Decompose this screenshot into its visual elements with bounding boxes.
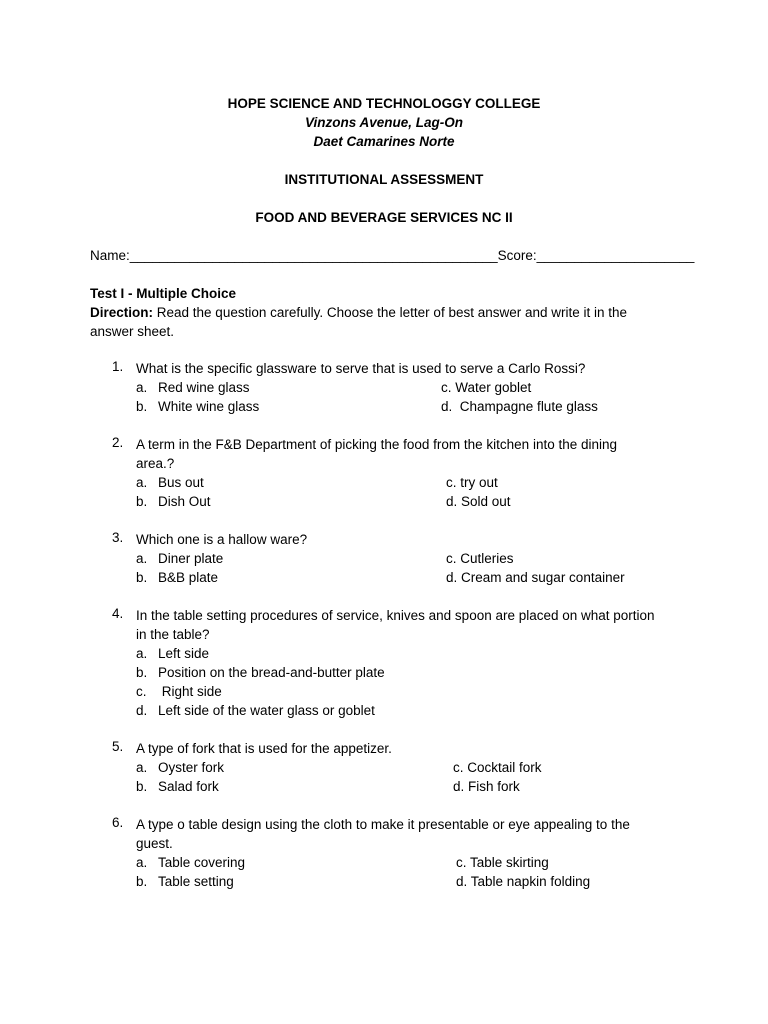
question-number: 4. <box>112 606 124 621</box>
question-text-cont: area.? <box>136 456 175 471</box>
test-title: Test I - Multiple Choice <box>90 286 237 301</box>
question-text: A term in the F&B Department of picking the food from the kitchen into the dining <box>136 437 618 452</box>
option-d: d. Sold out <box>446 494 511 509</box>
option-d: d. Champagne flute glass <box>441 399 598 414</box>
direction-line-2: answer sheet. <box>90 324 175 339</box>
question-number: 2. <box>112 435 124 450</box>
option-b: b. Salad fork <box>136 779 219 794</box>
option-a: a. Diner plate <box>136 551 224 566</box>
name-score-line: Name:_________________________________________________Score:_____________________ <box>90 248 695 263</box>
option-b: b. B&B plate <box>136 570 219 585</box>
option-a: a. Table covering <box>136 855 246 870</box>
question-number: 1. <box>112 359 124 374</box>
question-text: A type of fork that is used for the appetizer. <box>136 741 392 756</box>
option-d: d. Cream and sugar container <box>446 570 625 585</box>
option-b: b. Position on the bread-and-butter plate <box>136 665 385 680</box>
direction-label: Direction: <box>90 305 154 320</box>
option-d: d. Fish fork <box>453 779 520 794</box>
question-text: In the table setting procedures of service, knives and spoon are placed on what portion <box>136 608 655 623</box>
option-d: d. Table napkin folding <box>456 874 591 889</box>
question-text: A type o table design using the cloth to make it presentable or eye appealing to the <box>136 817 630 832</box>
option-b: b. Dish Out <box>136 494 211 509</box>
option-a: a. Red wine glass <box>136 380 250 395</box>
direction-text-1: Read the question carefully. Choose the letter of best answer and write it in the <box>153 305 628 320</box>
question-number: 3. <box>112 530 124 545</box>
option-b: b. Table setting <box>136 874 234 889</box>
option-a: a. Oyster fork <box>136 760 225 775</box>
question-text: What is the specific glassware to serve that is used to serve a Carlo Rossi? <box>136 361 586 376</box>
option-c: c. Table skirting <box>456 855 549 870</box>
option-c: c. Cocktail fork <box>453 760 542 775</box>
question-text-cont: in the table? <box>136 627 210 642</box>
question-number: 6. <box>112 815 124 830</box>
question-number: 5. <box>112 739 124 754</box>
option-c: c. Water goblet <box>441 380 532 395</box>
option-d: d. Left side of the water glass or goblet <box>136 703 375 718</box>
question-text: Which one is a hallow ware? <box>136 532 308 547</box>
course-title: FOOD AND BEVERAGE SERVICES NC II <box>255 210 513 225</box>
assessment-title: INSTITUTIONAL ASSESSMENT <box>284 172 484 187</box>
question-text-cont: guest. <box>136 836 173 851</box>
college-name: HOPE SCIENCE AND TECHNOLOGGY COLLEGE <box>227 96 541 111</box>
direction-line-1 <box>90 303 627 322</box>
option-b: b. White wine glass <box>136 399 260 414</box>
option-c: c. try out <box>446 475 498 490</box>
college-address-line1: Vinzons Avenue, Lag-On <box>304 115 463 130</box>
college-address-line2: Daet Camarines Norte <box>313 134 455 149</box>
option-c: c. Cutleries <box>446 551 514 566</box>
option-c: c. Right side <box>136 684 222 699</box>
option-a: a. Bus out <box>136 475 204 490</box>
option-a: a. Left side <box>136 646 210 661</box>
